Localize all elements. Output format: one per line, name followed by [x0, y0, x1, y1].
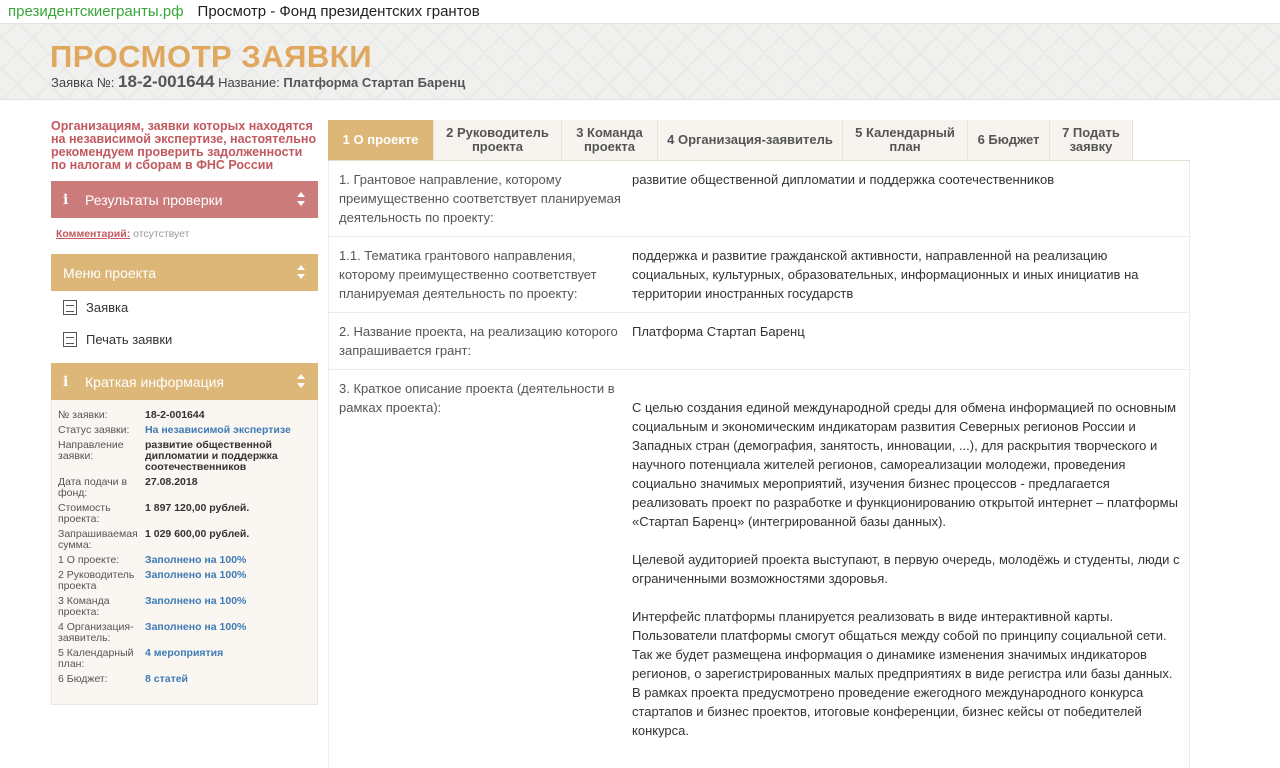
info-value[interactable]: Заполнено на 100% [145, 554, 247, 566]
info-row [58, 408, 311, 423]
info-row [58, 620, 311, 646]
main-content [328, 120, 1190, 768]
info-key: Статус заявки: [58, 424, 130, 436]
tab-project-team[interactable]: 3 Команда проекта [562, 120, 658, 160]
field-paragraph: С целью создания единой международной среды для обмена информацией по основным социальным и экономическим индикаторам развития Северных регионов России и Западных стран (демография, занятость, инновации, ...), для раскрытия творческого и научного потенциала жителей регионов, самореализации молодежи, проведения социально значимых мероприятий, изучения бизнес процессов - предлагается реализовать проект по разработке и функционированию открытой интернет – платформы «Стартап Баренц» (интегрированной базы данных). [632, 400, 1178, 529]
field-value [632, 246, 1189, 303]
sidebar [51, 120, 318, 705]
field-label: 2. Название проекта, на реализацию которого запрашивается грант: [339, 324, 618, 358]
info-row [58, 646, 311, 672]
info-row [58, 672, 311, 687]
field-row [329, 161, 1189, 237]
field-value [632, 322, 1189, 360]
tab-applicant-org[interactable]: 4 Организация-заявитель [658, 120, 843, 160]
field-value [632, 379, 1189, 759]
info-row [58, 423, 311, 438]
site-domain[interactable]: президентскиегранты.рф [8, 3, 184, 20]
info-row [58, 568, 311, 594]
menu-panel-header[interactable] [51, 254, 318, 291]
menu-item-label: Заявка [86, 299, 129, 315]
results-panel-header[interactable] [51, 181, 318, 218]
results-title: Результаты проверки [85, 191, 223, 208]
info-value[interactable]: Заполнено на 100% [145, 569, 247, 581]
info-key: 6 Бюджет: [58, 673, 108, 685]
info-row [58, 438, 311, 475]
info-value[interactable]: 8 статей [145, 673, 189, 685]
info-value[interactable]: 4 мероприятия [145, 647, 224, 659]
info-row [58, 594, 311, 620]
info-key: 2 Руководитель проекта [58, 569, 135, 592]
field-value [632, 170, 1189, 227]
tab-submit[interactable]: 7 Подать заявку [1050, 120, 1133, 160]
info-key: 3 Команда проекта: [58, 595, 110, 618]
info-value[interactable]: На независимой экспертизе [145, 424, 291, 436]
field-row [329, 237, 1189, 313]
info-row [58, 475, 311, 501]
info-key: 4 Организация-заявитель: [58, 621, 134, 644]
field-label: 3. Краткое описание проекта (деятельности в рамках проекта): [339, 381, 615, 415]
menu-item-application[interactable] [51, 291, 318, 323]
info-icon: i [63, 373, 69, 390]
info-value: 1 897 120,00 рублей. [145, 502, 250, 514]
comment [56, 228, 318, 240]
menu-title: Меню проекта [63, 264, 156, 281]
app-number-label: Заявка №: [51, 75, 115, 90]
tab-about-project[interactable]: 1 О проекте [328, 120, 434, 160]
info-row [58, 553, 311, 568]
field-label: 1. Грантовое направление, которому преимущественно соответствует планируемая деятельность по проекту: [339, 172, 621, 225]
tab-budget[interactable]: 6 Бюджет [968, 120, 1050, 160]
field-label: 1.1. Тематика грантового направления, которому преимущественно соответствует планируемая деятельность по проекту: [339, 248, 597, 301]
info-key: 1 О проекте: [58, 554, 120, 566]
info-key: Стоимость проекта: [58, 502, 111, 525]
menu-item-print[interactable] [51, 323, 318, 355]
info-table [58, 408, 311, 687]
sort-toggle-icon[interactable] [297, 374, 306, 388]
info-value: 1 029 600,00 рублей. [145, 528, 250, 540]
info-key: Направление заявки: [58, 439, 124, 462]
field-paragraph: Целевой аудиторией проекта выступают, в первую очередь, молодёжь и студенты, люди с ограниченными возможностями здоровья. [632, 552, 1180, 586]
tab-bar [328, 120, 1190, 161]
info-key: Дата подачи в фонд: [58, 476, 128, 499]
document-icon [63, 300, 77, 315]
pdf-icon [63, 332, 77, 347]
info-title: Краткая информация [85, 373, 224, 390]
app-number: 18-2-001644 [118, 72, 215, 91]
info-panel-header[interactable] [51, 363, 318, 400]
info-value: 27.08.2018 [145, 476, 198, 488]
sort-toggle-icon[interactable] [297, 192, 306, 206]
info-value: 18-2-001644 [145, 409, 205, 421]
info-value[interactable]: Заполнено на 100% [145, 621, 247, 633]
info-row [58, 501, 311, 527]
field-paragraph: развитие общественной дипломатии и поддержка соотечественников [632, 172, 1055, 187]
field-row [329, 370, 1189, 768]
application-meta [51, 72, 465, 92]
field-row [329, 313, 1189, 370]
info-icon: i [63, 191, 69, 208]
field-paragraph: Платформа Стартап Баренц [632, 324, 805, 339]
info-key: Запрашиваемая сумма: [58, 528, 138, 551]
info-value[interactable]: Заполнено на 100% [145, 595, 247, 607]
info-key: № заявки: [58, 409, 108, 421]
tab-calendar-plan[interactable]: 5 Календарный план [843, 120, 968, 160]
project-fields [328, 161, 1190, 768]
app-name-label: Название: [218, 75, 280, 90]
comment-value: отсутствует [130, 228, 190, 240]
info-row [58, 527, 311, 553]
info-value: развитие общественной дипломатии и поддержка соотечественников [145, 439, 278, 473]
short-info [51, 400, 318, 705]
comment-label: Комментарий: [56, 228, 131, 240]
sort-toggle-icon[interactable] [297, 265, 306, 279]
field-paragraph: Интерфейс платформы планируется реализовать в виде интерактивной карты. Пользователи платформы смогут общаться между собой по принципу социальной сети. Так же будет размещена информация о динамике изменения значимых индикаторов регионов, о зарегистрированных малых предприятиях в виде регистра или базы данных. В рамках проекта предусмотрено проведение ежегодного международного конкурса стартапов и бизнес проектов, итоговые конференции, бизнес кейсы от победителей конкурса. [632, 609, 1173, 738]
page-header [0, 24, 1280, 100]
menu-item-label: Печать заявки [86, 331, 173, 347]
tab-title: Просмотр - Фонд президентских грантов [197, 3, 480, 20]
page-title: ПРОСМОТР ЗАЯВКИ [50, 39, 372, 74]
tax-warning: Организациям, заявки которых находятся на независимой экспертизе, настоятельно рекомендуем проверить задолженности по налогам и сборам в ФНС России [51, 119, 317, 172]
browser-title-bar [0, 0, 1280, 24]
info-key: 5 Календарный план: [58, 647, 134, 670]
tab-project-lead[interactable]: 2 Руководитель проекта [434, 120, 562, 160]
app-name: Платформа Стартап Баренц [283, 75, 466, 90]
field-paragraph: поддержка и развитие гражданской активности, направленной на реализацию социальных, культурных, образовательных, информационных и иных инициатив на территории иностранных государств [632, 248, 1139, 301]
